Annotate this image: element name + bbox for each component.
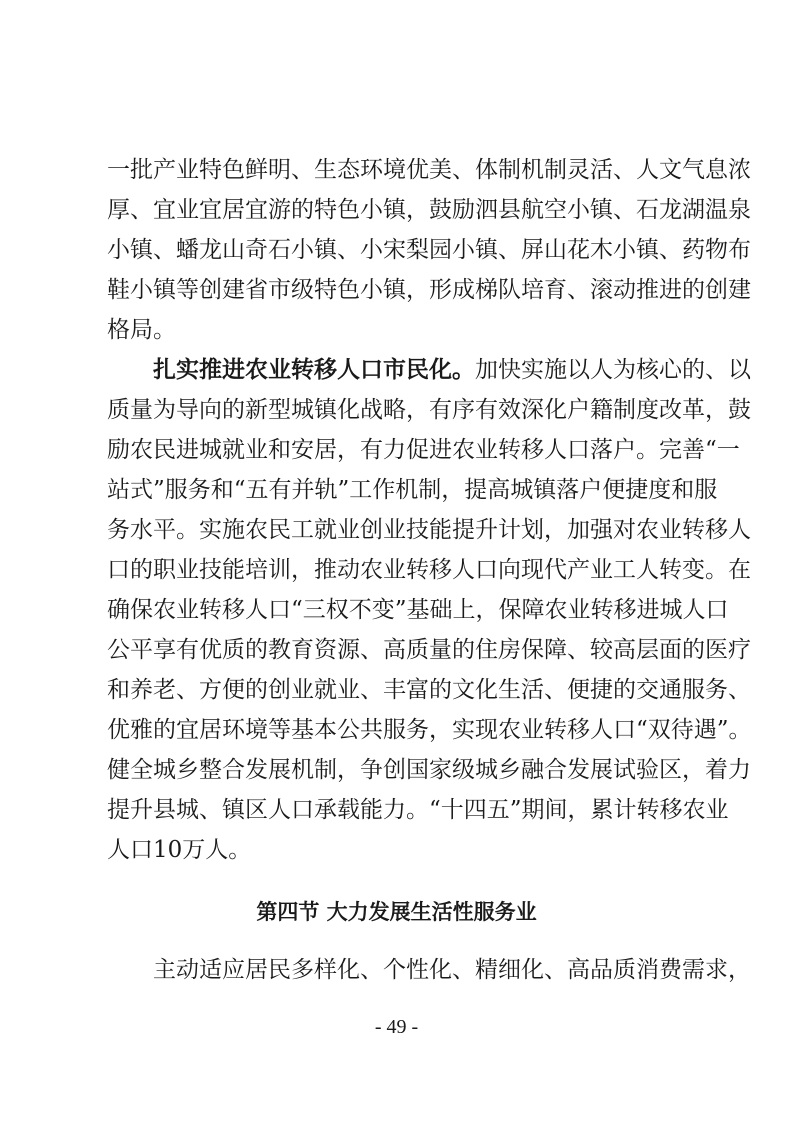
paragraph-3-first-line: 主动适应居民多样化、个性化、精细化、高品质消费需求， [153, 957, 751, 983]
text-line-1-content: 一批产业特色鲜明、生态环境优美、体制机制灵活、人文气息浓 [107, 157, 751, 183]
text-line-2 [0, 190, 793, 230]
paragraph-2-line-6: 口的职业技能培训，推动农业转移人口向现代产业工人转变。在 [107, 557, 751, 583]
text-line-3 [0, 230, 793, 270]
text-line-5-content: 格局。 [107, 317, 176, 343]
paragraph-2-line-4: 站式”服务和“五有并轨”工作机制，提高城镇落户便捷度和服 [107, 477, 718, 503]
paragraph-2-line-3: 励农民进城就业和安居，有力促进农业转移人口落户。完善“一 [107, 437, 740, 463]
paragraph-2-line-13: 人口10万人。 [107, 837, 252, 863]
section-heading: 第四节 大力发展生活性服务业 [256, 900, 537, 924]
text-line-5 [0, 310, 793, 350]
paragraph-2-line-2: 质量为导向的新型城镇化战略，有序有效深化户籍制度改革，鼓 [107, 397, 751, 423]
paragraph-2-line-10: 优雅的宜居环境等基本公共服务，实现农业转移人口“双待遇”。 [107, 717, 752, 743]
text-line-3-content: 小镇、蟠龙山奇石小镇、小宋梨园小镇、屏山花木小镇、药物布 [107, 237, 751, 263]
paragraph-2-line-5: 务水平。实施农民工就业创业技能提升计划，加强对农业转移人 [107, 517, 751, 543]
paragraph-2-line-8: 公平享有优质的教育资源、高质量的住房保障、较高层面的医疗 [107, 637, 751, 663]
page-number: - 49 - [374, 1016, 419, 1038]
paragraph-2-line-9: 和养老、方便的创业就业、丰富的文化生活、便捷的交通服务、 [107, 677, 751, 703]
text-line-2-content: 厚、宜业宜居宜游的特色小镇，鼓励泗县航空小镇、石龙湖温泉 [107, 197, 751, 223]
paragraph-2-lead: 扎实推进农业转移人口市民化。 [153, 357, 475, 383]
paragraph-2-line-12: 提升县城、镇区人口承载能力。“十四五”期间，累计转移农业 [107, 797, 729, 823]
text-line-1 [0, 150, 793, 190]
paragraph-2-first-line [0, 350, 793, 390]
paragraph-2-line-7: 确保农业转移人口“三权不变”基础上，保障农业转移进城人口 [107, 597, 729, 623]
text-line-4-content: 鞋小镇等创建省市级特色小镇，形成梯队培育、滚动推进的创建 [107, 277, 751, 303]
text-line-4 [0, 270, 793, 310]
paragraph-2-first-rest: 加快实施以人为核心的、以 [475, 357, 751, 383]
paragraph-2-line-11: 健全城乡整合发展机制，争创国家级城乡融合发展试验区，着力 [107, 757, 751, 783]
